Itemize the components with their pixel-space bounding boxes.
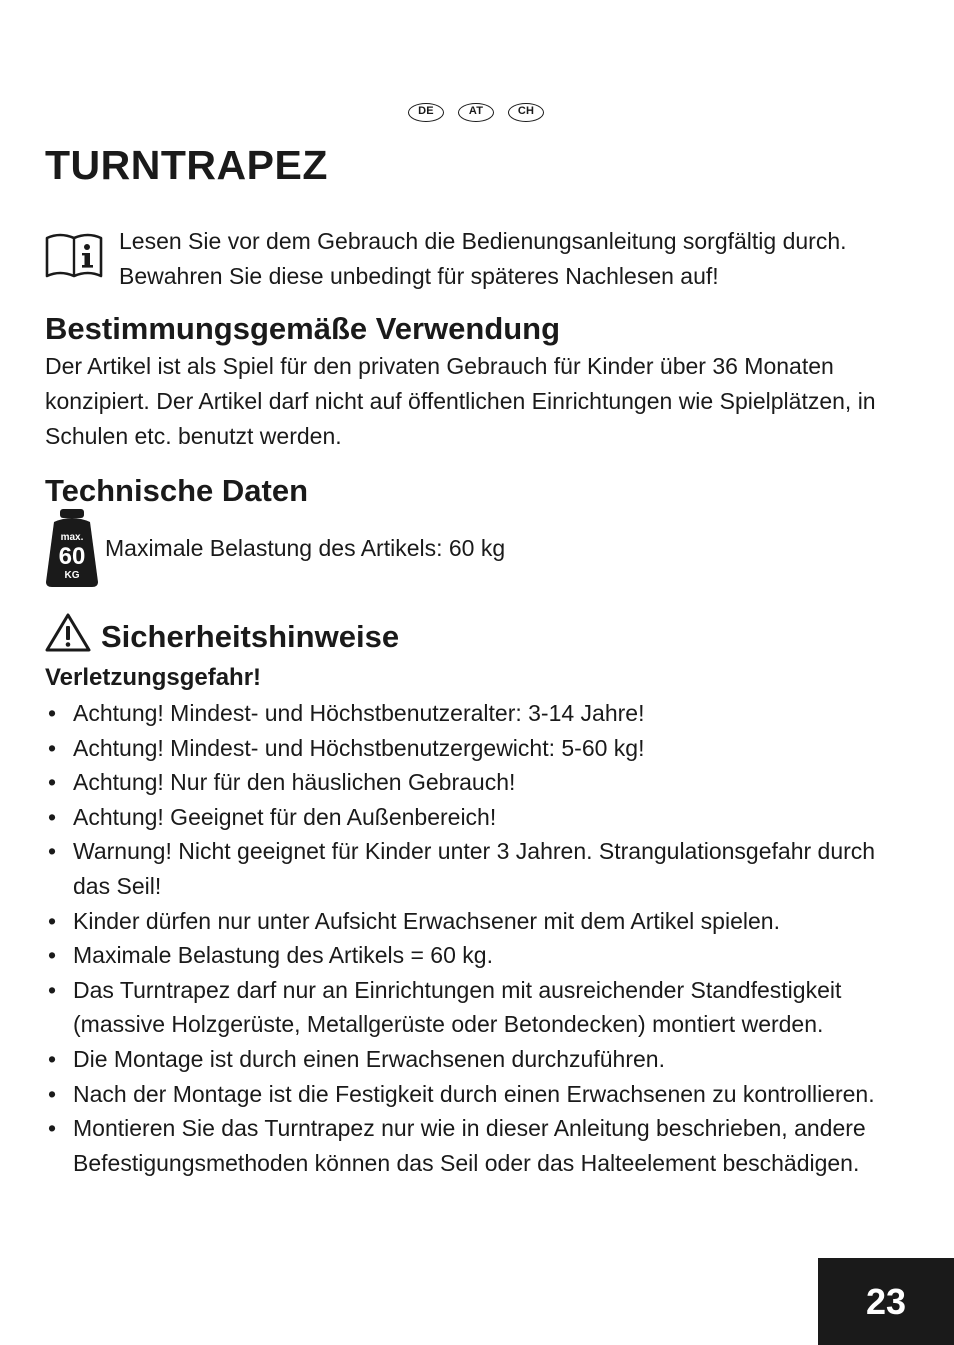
country-badge-ch: CH xyxy=(508,103,544,122)
safety-heading: Sicherheitshinweise xyxy=(101,619,400,654)
intended-use-text: Der Artikel ist als Spiel für den privaten Gebrauch für Kinder über 36 Monaten konzipiert. Der Artikel darf nicht auf öffentlichen Einrichtungen wie Spielplätzen, in Schulen etc. benutzt werden. xyxy=(45,353,876,449)
page-number: 23 xyxy=(818,1258,954,1345)
technical-data-heading: Technische Daten xyxy=(45,473,309,508)
intended-use-heading: Bestimmungsgemäße Verwendung xyxy=(45,311,561,346)
page-title: TURNTRAPEZ xyxy=(45,142,328,188)
list-item: • Die Montage ist durch einen Erwachsenen durchzuführen. xyxy=(45,1042,915,1077)
notice-text: Lesen Sie vor dem Gebrauch die Bedienungsanleitung sorgfältig durch. Bewahren Sie diese unbedingt für späteres Nachlesen auf! xyxy=(119,228,847,289)
list-item: • Achtung! Geeignet für den Außenbereich! xyxy=(45,800,915,835)
max-weight-unit: KG xyxy=(64,570,80,581)
injury-risk-subheading: Verletzungsgefahr! xyxy=(45,664,262,691)
list-item: • Das Turntrapez darf nur an Einrichtungen mit ausreichender Standfestigkeit (massive Holzgerüste, Metallgerüste oder Betondecken) montiert werden. xyxy=(45,973,915,1042)
info-book-icon xyxy=(45,232,103,278)
max-weight-icon xyxy=(45,508,99,588)
country-badge-at: AT xyxy=(458,103,494,122)
safety-list xyxy=(45,696,915,1180)
list-item: • Maximale Belastung des Artikels = 60 kg. xyxy=(45,938,915,973)
country-badge-de: DE xyxy=(408,103,444,122)
warning-triangle-icon xyxy=(45,612,91,652)
list-item: • Achtung! Mindest- und Höchstbenutzeralter: 3-14 Jahre! xyxy=(45,696,915,731)
list-item: • Montieren Sie das Turntrapez nur wie in dieser Anleitung beschrieben, andere Befestigungsmethoden können das Seil oder das Halteelement beschädigen. xyxy=(45,1111,915,1180)
list-item: • Kinder dürfen nur unter Aufsicht Erwachsener mit dem Artikel spielen. xyxy=(45,904,915,939)
list-item: • Achtung! Mindest- und Höchstbenutzergewicht: 5-60 kg! xyxy=(45,731,915,766)
list-item: • Warnung! Nicht geeignet für Kinder unter 3 Jahren. Strangulationsgefahr durch das Seil! xyxy=(45,834,915,903)
max-weight-top-label: max. xyxy=(60,532,84,543)
max-load-text: Maximale Belastung des Artikels: 60 kg xyxy=(105,535,506,561)
country-badges xyxy=(408,103,544,122)
max-weight-value: 60 xyxy=(58,543,86,570)
list-item: • Achtung! Nur für den häuslichen Gebrauch! xyxy=(45,765,915,800)
list-item: • Nach der Montage ist die Festigkeit durch einen Erwachsenen zu kontrollieren. xyxy=(45,1077,915,1112)
